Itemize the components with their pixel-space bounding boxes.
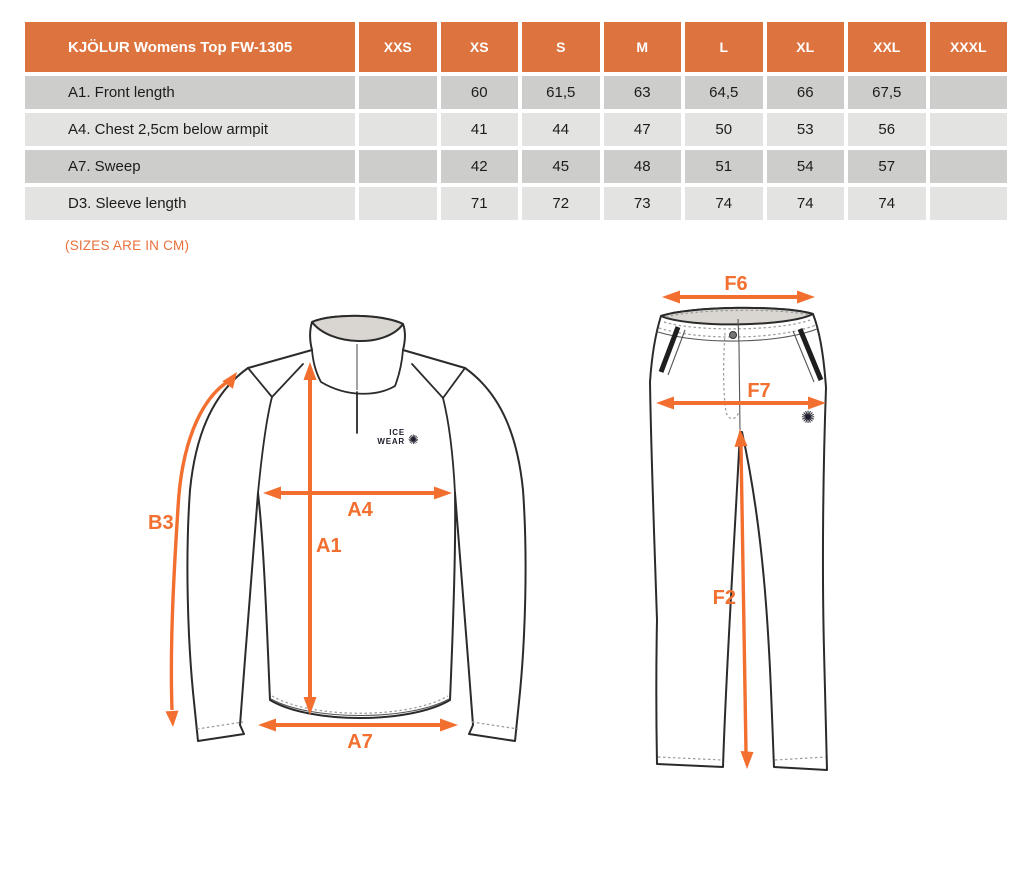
value-cell: 54 bbox=[767, 150, 845, 183]
value-cell: 71 bbox=[441, 187, 519, 220]
value-cell: 47 bbox=[604, 113, 682, 146]
value-cell: 56 bbox=[848, 113, 926, 146]
snowflake-icon: ✺ bbox=[800, 408, 816, 428]
womens-top-diagram bbox=[140, 300, 560, 760]
f2-label: F2 bbox=[712, 587, 736, 609]
value-cell: 67,5 bbox=[848, 76, 926, 109]
size-column-header: XS bbox=[441, 22, 519, 72]
a1-label: A1 bbox=[316, 535, 342, 557]
value-cell: 63 bbox=[604, 76, 682, 109]
value-cell: 44 bbox=[522, 113, 600, 146]
row-label-cell: D3. Sleeve length bbox=[25, 187, 355, 220]
pants-silhouette bbox=[650, 308, 827, 770]
value-cell: 48 bbox=[604, 150, 682, 183]
value-cell bbox=[359, 76, 437, 109]
f6-label: F6 bbox=[724, 273, 748, 295]
row-label-cell: A4. Chest 2,5cm below armpit bbox=[25, 113, 355, 146]
value-cell bbox=[930, 150, 1008, 183]
a7-label: A7 bbox=[347, 731, 373, 753]
value-cell: 61,5 bbox=[522, 76, 600, 109]
value-cell: 74 bbox=[685, 187, 763, 220]
value-cell: 51 bbox=[685, 150, 763, 183]
value-cell: 41 bbox=[441, 113, 519, 146]
value-cell: 73 bbox=[604, 187, 682, 220]
value-cell: 45 bbox=[522, 150, 600, 183]
value-cell bbox=[930, 187, 1008, 220]
value-cell: 60 bbox=[441, 76, 519, 109]
size-column-header: XXL bbox=[848, 22, 926, 72]
size-column-header: XXXL bbox=[930, 22, 1008, 72]
value-cell: 57 bbox=[848, 150, 926, 183]
value-cell bbox=[359, 187, 437, 220]
b3-label: B3 bbox=[148, 512, 174, 534]
value-cell bbox=[359, 113, 437, 146]
value-cell bbox=[359, 150, 437, 183]
size-column-header: L bbox=[685, 22, 763, 72]
row-label-cell: A1. Front length bbox=[25, 76, 355, 109]
size-table bbox=[25, 22, 1007, 220]
size-column-header: M bbox=[604, 22, 682, 72]
value-cell: 66 bbox=[767, 76, 845, 109]
size-column-header: S bbox=[522, 22, 600, 72]
f7-label: F7 bbox=[747, 380, 771, 402]
value-cell bbox=[930, 76, 1008, 109]
value-cell: 72 bbox=[522, 187, 600, 220]
waist-button bbox=[730, 332, 737, 339]
sizes-in-cm-note: (SIZES ARE IN CM) bbox=[65, 238, 190, 253]
value-cell: 64,5 bbox=[685, 76, 763, 109]
value-cell bbox=[930, 113, 1008, 146]
value-cell: 50 bbox=[685, 113, 763, 146]
a7-arrow bbox=[258, 719, 458, 732]
value-cell: 42 bbox=[441, 150, 519, 183]
brand-logo-line1: ICE bbox=[389, 428, 405, 437]
pants-diagram bbox=[630, 270, 860, 790]
value-cell: 53 bbox=[767, 113, 845, 146]
size-column-header: XL bbox=[767, 22, 845, 72]
value-cell: 74 bbox=[767, 187, 845, 220]
a4-label: A4 bbox=[347, 499, 373, 521]
value-cell: 74 bbox=[848, 187, 926, 220]
brand-logo-line2: WEAR bbox=[377, 437, 405, 446]
size-column-header: XXS bbox=[359, 22, 437, 72]
snowflake-icon: ✺ bbox=[408, 433, 419, 448]
table-title: KJÖLUR Womens Top FW-1305 bbox=[25, 22, 355, 72]
row-label-cell: A7. Sweep bbox=[25, 150, 355, 183]
